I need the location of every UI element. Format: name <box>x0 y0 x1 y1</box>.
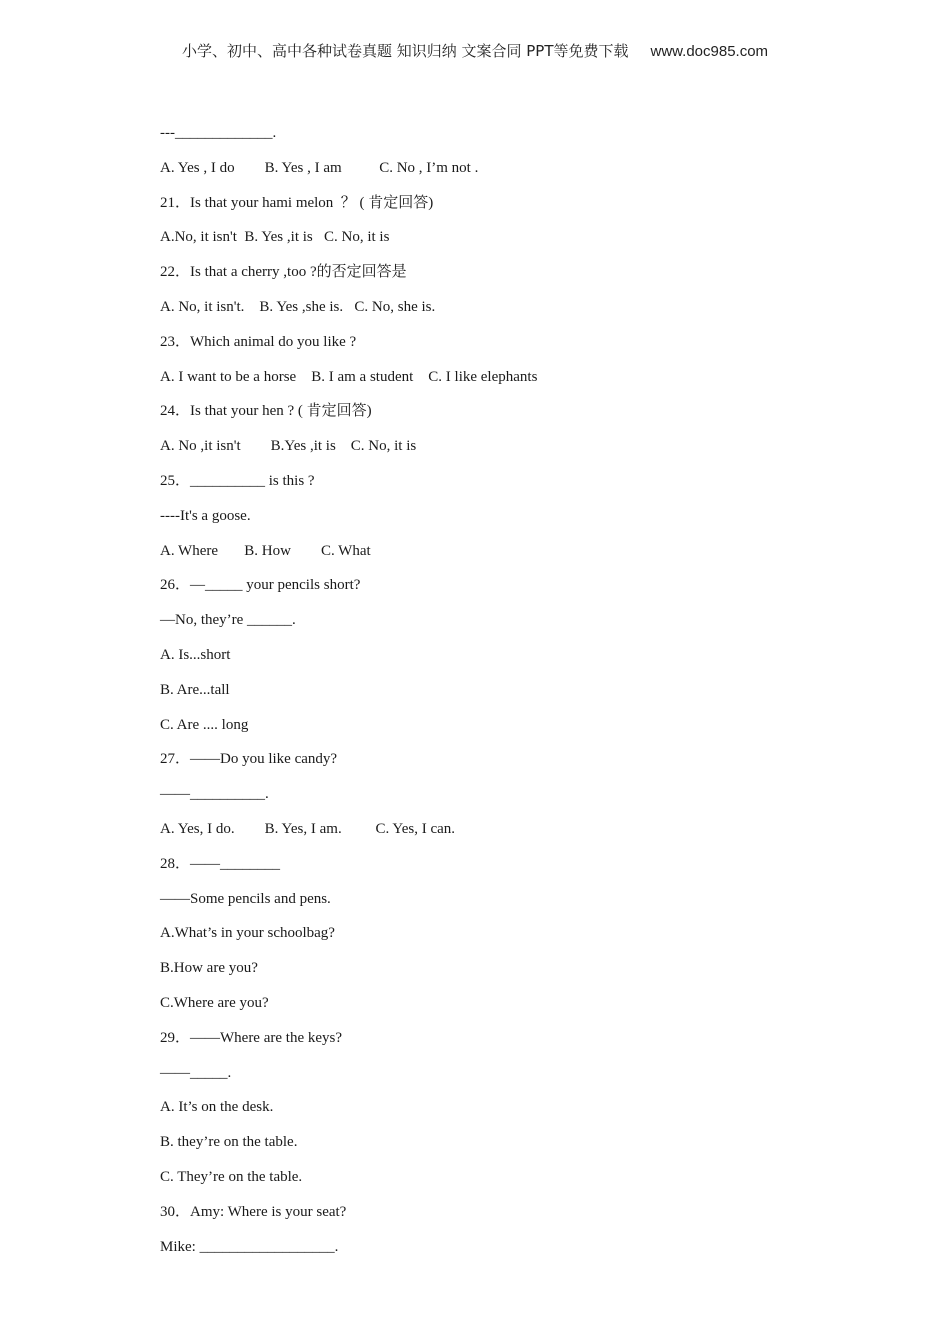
option-29-a: A. It’s on the desk. <box>160 1099 274 1116</box>
header-title: 小学、初中、高中各种试卷真题 知识归纳 文案合同 PPT等免费下载 <box>181 42 629 60</box>
options-22: A. No, it isn't. B. Yes ,she is. C. No, she is. <box>160 298 436 315</box>
question-23: 23．Which animal do you like ? <box>160 333 357 350</box>
question-30: 30．Amy: Where is your seat? <box>160 1203 347 1220</box>
options-27: A. Yes, I do. B. Yes, I am. C. Yes, I can. <box>160 820 456 837</box>
options-24: A. No ,it isn't B.Yes ,it is C. No, it is <box>160 438 417 455</box>
options-21: A.No, it isn't B. Yes ,it is C. No, it is <box>160 229 390 246</box>
dialogue-30: Mike: __________________. <box>160 1238 339 1255</box>
dialogue-29: ——_____. <box>160 1064 232 1081</box>
option-28-c: C.Where are you? <box>160 994 269 1011</box>
options-25: A. Where B. How C. What <box>160 542 371 559</box>
option-26-c: C. Are .... long <box>160 716 249 733</box>
option-29-b: B. they’re on the table. <box>160 1134 298 1151</box>
question-22: 22．Is that a cherry ,too ?的否定回答是 <box>160 264 407 281</box>
dialogue-25: ----It's a goose. <box>160 507 251 524</box>
dialogue-27: ——__________. <box>160 786 269 803</box>
question-26: 26．—_____ your pencils short? <box>160 577 361 594</box>
question-25: 25．__________ is this ? <box>160 472 315 489</box>
answer-blank-line: ---_____________. <box>160 125 277 141</box>
option-28-a: A.What’s in your schoolbag? <box>160 925 335 942</box>
header-url: www.doc985.com <box>650 43 769 60</box>
options-line: A. Yes , I do B. Yes , I am C. No , I’m not . <box>160 159 479 176</box>
question-24: 24．Is that your hen ? ( 肯定回答) <box>160 403 372 420</box>
option-26-a: A. Is...short <box>160 646 231 663</box>
option-28-b: B.How are you? <box>160 960 258 977</box>
question-28: 28．——________ <box>160 855 281 872</box>
question-29: 29．——Where are the keys? <box>160 1029 343 1046</box>
options-23: A. I want to be a horse B. I am a student C. I like elephants <box>160 368 538 385</box>
dialogue-28: ——Some pencils and pens. <box>160 890 331 907</box>
question-21: 21．Is that your hami melon ？ ( 肯定回答) <box>160 194 434 211</box>
question-27: 27．——Do you like candy? <box>160 751 338 768</box>
option-29-c: C. They’re on the table. <box>160 1168 303 1185</box>
option-26-b: B. Are...tall <box>160 681 230 698</box>
dialogue-26: —No, they’re ______. <box>160 612 296 629</box>
page-header <box>0 40 950 61</box>
question-list <box>160 121 860 1269</box>
